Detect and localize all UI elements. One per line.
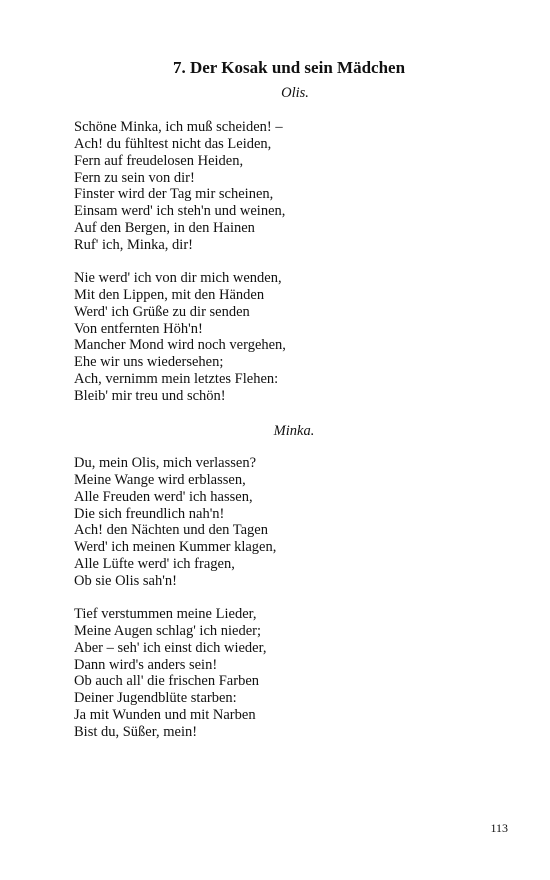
verse-line: Werd' ich Grüße zu dir senden <box>74 303 250 320</box>
verse-line: Auf den Bergen, in den Hainen <box>74 220 255 237</box>
verse-line: Du, mein Olis, mich verlassen? <box>74 455 257 471</box>
verse-line: Ob sie Olis sah'n! <box>74 572 177 589</box>
verse-line: Ob auch all' die frischen Farben <box>74 673 260 690</box>
verse-line: Finster wird der Tag mir scheinen, <box>74 186 274 203</box>
verse-line: Ach! du fühltest nicht das Leiden, <box>74 135 272 152</box>
verse-line: Werd' ich meinen Kummer klagen, <box>74 539 277 556</box>
page-number: 113 <box>490 821 508 835</box>
verse-line: Fern zu sein von dir! <box>74 169 195 186</box>
verse-line: Bist du, Süßer, mein! <box>74 723 198 740</box>
stanza-4 <box>74 606 494 741</box>
verse-line: Die sich freundlich nah'n! <box>74 505 225 522</box>
verse-line: Alle Freuden werd' ich hassen, <box>74 488 253 505</box>
verse-line: Deiner Jugendblüte starben: <box>74 690 237 707</box>
verse-line: Einsam werd' ich steh'n und weinen, <box>74 203 286 220</box>
verse-line: Ach! den Nächten und den Tagen <box>74 522 268 539</box>
verse-line: Nie werd' ich von dir mich wenden, <box>74 270 282 286</box>
verse-line: Meine Augen schlag' ich nieder; <box>74 622 262 639</box>
verse-line: Mit den Lippen, mit den Händen <box>74 286 265 303</box>
verse-line: Tief verstummen meine Lieder, <box>74 606 257 622</box>
verse-line: Aber – seh' ich einst dich wieder, <box>74 639 267 656</box>
verse-line: Mancher Mond wird noch vergehen, <box>74 337 286 354</box>
verse-line: Von entfernten Höh'n! <box>74 320 203 337</box>
verse-line: Dann wird's anders sein! <box>74 656 218 673</box>
verse-line: Ach, vernimm mein letztes Flehen: <box>74 371 279 388</box>
verse-line: Meine Wange wird erblassen, <box>74 471 246 488</box>
stanza-2 <box>74 270 494 405</box>
verse-line: Ehe wir uns wiedersehen; <box>74 354 224 371</box>
verse-line: Ruf' ich, Minka, dir! <box>74 236 193 253</box>
verse-line: Alle Lüfte werd' ich fragen, <box>74 556 235 573</box>
verse-line: Schöne Minka, ich muß scheiden! – <box>74 119 283 135</box>
speaker-minka: Minka. <box>273 423 315 439</box>
speaker-olis: Olis. <box>281 85 309 101</box>
stanza-1 <box>74 119 494 254</box>
verse-line: Bleib' mir treu und schön! <box>74 387 226 404</box>
poem-title: 7. Der Kosak und sein Mädchen <box>172 58 406 77</box>
verse-line: Fern auf freudelosen Heiden, <box>74 152 244 169</box>
stanza-3 <box>74 455 494 590</box>
verse-line: Ja mit Wunden und mit Narben <box>74 707 256 724</box>
